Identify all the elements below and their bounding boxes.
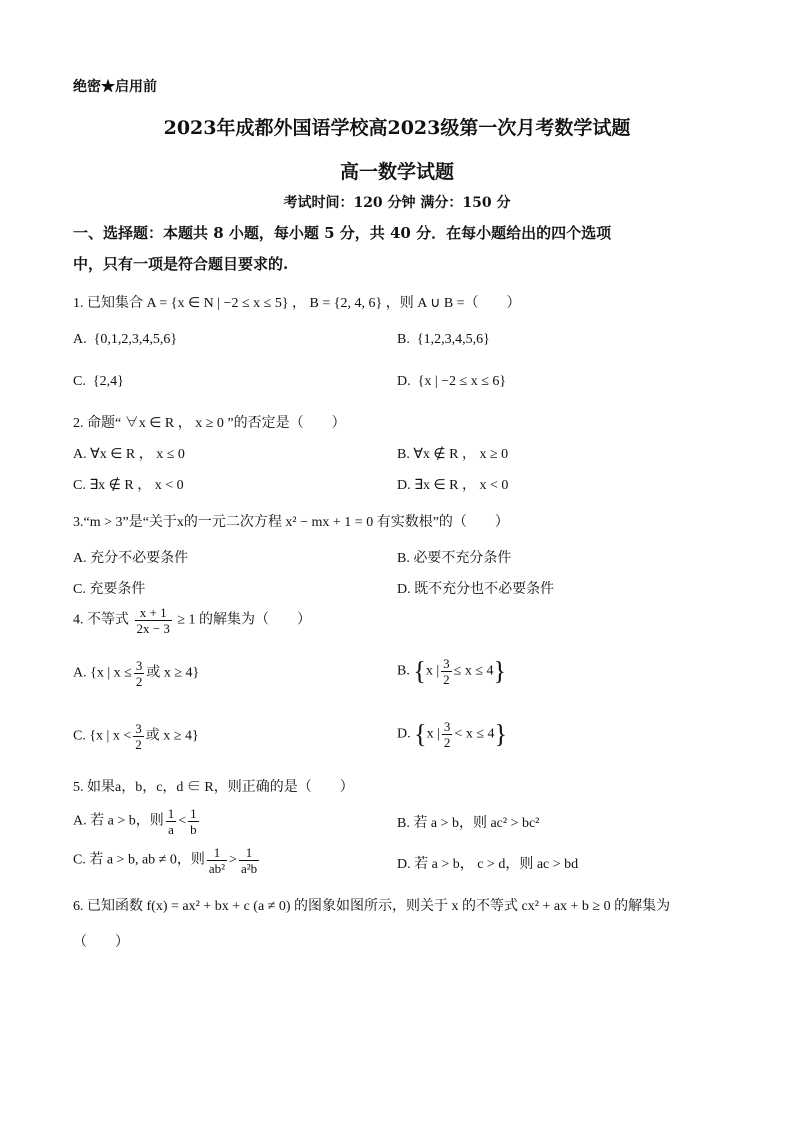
exam-title: 2023年成都外国语学校高2023级第一次月考数学试题 [163,117,631,139]
question-3-option-b: B. 必要不充分条件 [397,551,512,566]
question-1-option-b: B. {1,2,3,4,5,6} [397,332,490,347]
question-4-stem: 4. 不等式 $\frac{x + 1}{2x - 3}$ ≥ 1 的解集为（ ） [73,605,312,636]
question-4-option-d: D. {x | $\frac{3}{2}$ < x ≤ 4} [397,719,507,750]
confidential-mark: 绝密★启用前 [73,79,157,95]
question-4-option-b: B. {x | $\frac{3}{2}$ ≤ x ≤ 4} [397,656,506,687]
question-6-stem-line2: （ ） [73,935,129,950]
section-heading-line1: 一、选择题：本题共 8 小题，每小题 5 分，共 40 分．在每小题给出的四个选项 [73,224,612,242]
exam-info: 考试时间：120 分钟 满分：150 分 [283,195,511,211]
question-1-stem: 1. 已知集合 A = {x ∈ N | −2 ≤ x ≤ 5} ， B = {2, 4, 6} ，则 A ∪ B =（ ） [73,296,521,311]
question-3-option-a: A. 充分不必要条件 [73,551,189,566]
question-2-option-c: C. ∃x ∉ R ， x < 0 [73,478,184,493]
question-5-option-a: A. 若 a > b，则 $\frac{1}{a}$ < $\frac{1}{b}$ [73,806,197,837]
question-1-option-a: A. {0,1,2,3,4,5,6} [73,332,178,347]
section-heading-line2: 中，只有一项是符合题目要求的. [73,255,289,273]
question-2-option-b: B. ∀x ∉ R ， x ≥ 0 [397,447,509,462]
exam-subtitle: 高一数学试题 [339,161,454,183]
question-5-option-c: C. 若 a > b, ab ≠ 0，则 $\frac{1}{\text{ab²}}$ > $\frac{1}{\text{a²b}}$ [73,845,258,876]
question-4-option-c: C. {x | x < $\frac{3}{2}$ 或 x ≥ 4} [73,721,199,752]
question-2-stem: 2. 命题“ ∀x ∈ R ， x ≥ 0 ”的否定是（ ） [73,416,346,431]
inequality-fraction: $\frac{x + 1}{2x - 3}$ [136,605,170,636]
question-5-stem: 5. 如果a，b，c，d ∈ R，则正确的是（ ） [73,780,354,795]
question-1-option-d: D. {x | −2 ≤ x ≤ 6} [397,374,507,389]
question-6-stem-line1: 6. 已知函数 f(x) = ax² + bx + c (a ≠ 0) 的图象如图所示，则关于 x 的不等式 cx² + ax + b ≥ 0 的解集为 [73,899,671,914]
question-2-option-a: A. ∀x ∈ R ， x ≤ 0 [73,447,185,462]
question-1-option-c: C. {2,4} [73,374,124,389]
question-3-stem: 3.“m > 3”是“关于x的一元二次方程 x² − mx + 1 = 0 有实数根”的（ ） [73,515,509,530]
question-5-option-d: D. 若 a > b， c > d，则 ac > bd [397,857,579,872]
question-3-option-c: C. 充要条件 [73,582,146,597]
question-3-option-d: D. 既不充分也不必要条件 [397,582,555,597]
question-4-option-a: A. {x | x ≤ $\frac{3}{2}$ 或 x ≥ 4} [73,658,200,689]
question-2-option-d: D. ∃x ∈ R ， x < 0 [397,478,509,493]
question-5-option-b: B. 若 a > b，则 ac² > bc² [397,816,540,831]
